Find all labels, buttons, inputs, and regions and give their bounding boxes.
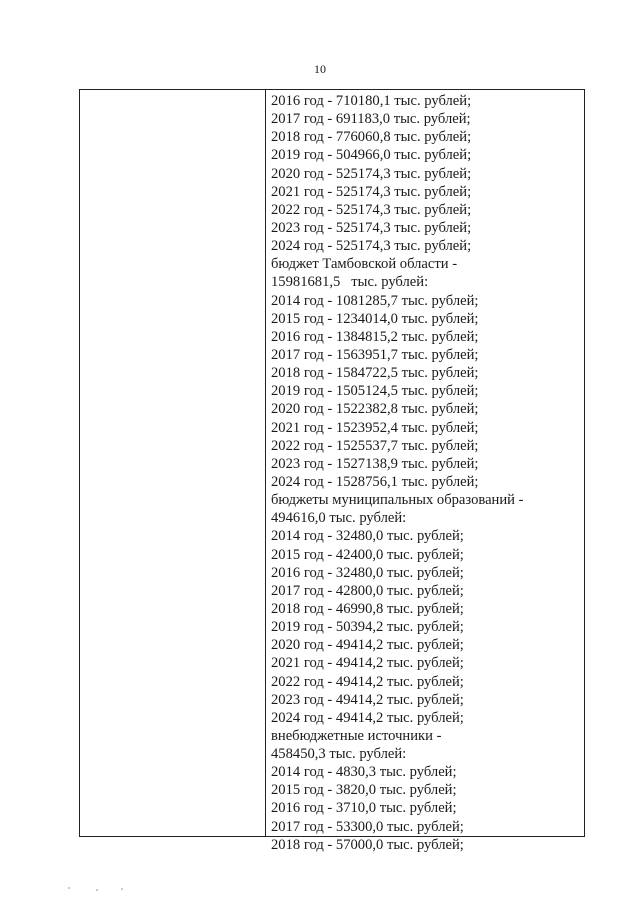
funding-line: 2019 год - 504966,0 тыс. рублей; bbox=[271, 147, 472, 164]
scan-artifact bbox=[68, 887, 70, 889]
funding-line: 2018 год - 46990,8 тыс. рублей; bbox=[271, 600, 464, 617]
funding-line: 2022 год - 525174,3 тыс. рублей; bbox=[271, 201, 472, 218]
funding-line: 2016 год - 710180,1 тыс. рублей; bbox=[271, 93, 472, 109]
funding-line: 2020 год - 525174,3 тыс. рублей; bbox=[271, 165, 472, 182]
funding-line: 2016 год - 3710,0 тыс. рублей; bbox=[271, 800, 457, 817]
funding-line: 2014 год - 4830,3 тыс. рублей; bbox=[271, 764, 457, 781]
funding-table bbox=[79, 89, 585, 853]
funding-line: 2017 год - 1563951,7 тыс. рублей; bbox=[271, 346, 479, 363]
funding-line: 2015 год - 3820,0 тыс. рублей; bbox=[271, 782, 457, 799]
funding-line: 2021 год - 1523952,4 тыс. рублей; bbox=[271, 419, 479, 436]
funding-line: 2024 год - 1528756,1 тыс. рублей; bbox=[271, 473, 479, 490]
funding-line: 2018 год - 57000,0 тыс. рублей; bbox=[271, 836, 464, 853]
funding-line: 2020 год - 49414,2 тыс. рублей; bbox=[271, 637, 464, 654]
funding-line: 2014 год - 32480,0 тыс. рублей; bbox=[271, 528, 464, 545]
funding-line: 2023 год - 525174,3 тыс. рублей; bbox=[271, 219, 472, 236]
funding-line: 15981681,5 тыс. рублей: bbox=[271, 274, 429, 291]
scan-artifact bbox=[121, 888, 123, 890]
funding-line: 2016 год - 32480,0 тыс. рублей; bbox=[271, 564, 464, 581]
funding-line: бюджет Тамбовской области - bbox=[271, 256, 458, 273]
funding-line: внебюджетные источники - bbox=[271, 727, 442, 744]
funding-line: 2017 год - 42800,0 тыс. рублей; bbox=[271, 582, 464, 599]
funding-line: 2022 год - 1525537,7 тыс. рублей; bbox=[271, 437, 479, 454]
funding-line: 2015 год - 42400,0 тыс. рублей; bbox=[271, 546, 464, 563]
scan-artifact bbox=[96, 889, 98, 891]
funding-line: 2024 год - 525174,3 тыс. рублей; bbox=[271, 238, 472, 255]
column-divider bbox=[265, 90, 266, 836]
funding-line: 2014 год - 1081285,7 тыс. рублей; bbox=[271, 292, 479, 309]
funding-line: 2021 год - 525174,3 тыс. рублей; bbox=[271, 183, 472, 200]
funding-line: 2016 год - 1384815,2 тыс. рублей; bbox=[271, 328, 479, 345]
page-number: 10 bbox=[314, 62, 326, 76]
funding-line: 2023 год - 1527138,9 тыс. рублей; bbox=[271, 455, 479, 472]
table-right-column bbox=[271, 92, 576, 854]
funding-line: 2015 год - 1234014,0 тыс. рублей; bbox=[271, 310, 479, 327]
funding-line: 2017 год - 691183,0 тыс. рублей; bbox=[271, 111, 471, 128]
funding-line: 2018 год - 776060,8 тыс. рублей; bbox=[271, 129, 472, 146]
funding-line: 2023 год - 49414,2 тыс. рублей; bbox=[271, 691, 464, 708]
funding-line: 2018 год - 1584722,5 тыс. рублей; bbox=[271, 365, 479, 382]
funding-line: 2017 год - 53300,0 тыс. рублей; bbox=[271, 818, 464, 835]
funding-line: 2024 год - 49414,2 тыс. рублей; bbox=[271, 709, 464, 726]
table-left-column bbox=[80, 90, 265, 836]
funding-line: 2020 год - 1522382,8 тыс. рублей; bbox=[271, 401, 479, 418]
funding-line: 2019 год - 1505124,5 тыс. рублей; bbox=[271, 383, 479, 400]
funding-line: 494616,0 тыс. рублей: bbox=[271, 510, 407, 527]
funding-line: 2021 год - 49414,2 тыс. рублей; bbox=[271, 655, 464, 672]
funding-line: бюджеты муниципальных образований - bbox=[271, 492, 524, 509]
funding-line: 2022 год - 49414,2 тыс. рублей; bbox=[271, 673, 464, 690]
funding-line: 2019 год - 50394,2 тыс. рублей; bbox=[271, 619, 464, 636]
funding-line: 458450,3 тыс. рублей: bbox=[271, 746, 407, 763]
